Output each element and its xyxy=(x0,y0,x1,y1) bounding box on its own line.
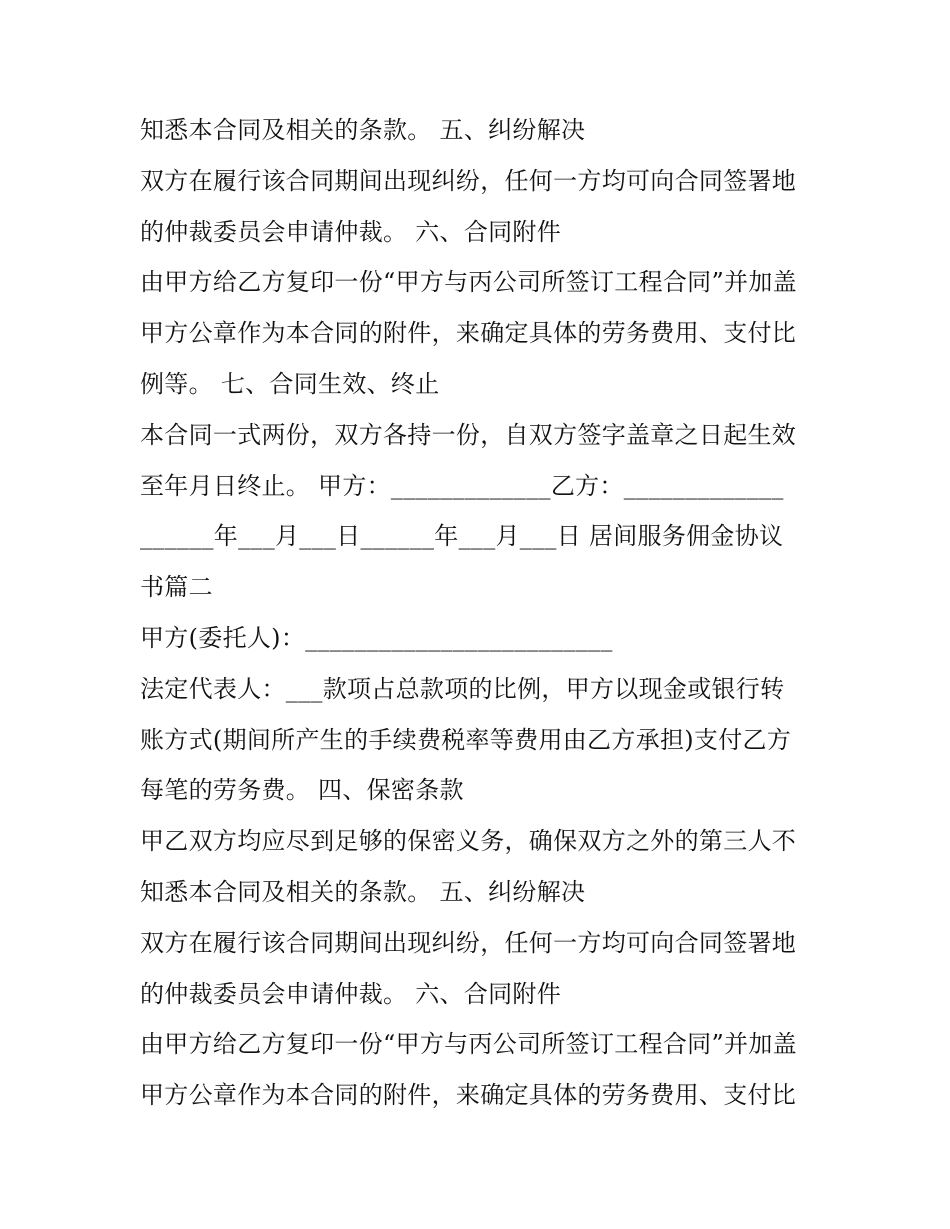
text-line: ______年___月___日______年___月___日 居间服务佣金协议 xyxy=(140,522,784,551)
text-line: 知悉本合同及相关的条款。 五、纠纷解决 xyxy=(140,116,586,144)
text-line: 双方在履行该合同期间出现纠纷，任何一方均可向合同签署地 xyxy=(140,166,797,195)
text-line: 甲方(委托人)：_________________________ xyxy=(140,623,613,652)
text-line: 双方在履行该合同期间出现纠纷，任何一方均可向合同签署地 xyxy=(140,928,797,957)
text-line: 书篇二 xyxy=(140,573,213,602)
text-line: 甲乙双方均应尽到足够的保密义务，确保双方之外的第三人不 xyxy=(140,827,797,856)
text-line: 账方式(期间所产生的手续费税率等费用由乙方承担)支付乙方 xyxy=(140,725,792,754)
text-line: 每笔的劳务费。 四、保密条款 xyxy=(140,776,464,805)
text-line: 甲方公章作为本合同的附件，来确定具体的劳务费用、支付比 xyxy=(140,1081,797,1110)
document-body xyxy=(140,108,820,1124)
text-line: 法定代表人：___款项占总款项的比例，甲方以现金或银行转 xyxy=(140,674,785,703)
text-line: 由甲方给乙方复印一份“甲方与丙公司所签订工程合同”并加盖 xyxy=(140,1030,797,1059)
text-line: 甲方公章作为本合同的附件，来确定具体的劳务费用、支付比 xyxy=(140,319,797,348)
text-line: 例等。 七、合同生效、终止 xyxy=(140,369,440,398)
text-line: 至年月日终止。 甲方：_____________乙方：_____________ xyxy=(140,471,784,500)
text-line: 的仲裁委员会申请仲裁。 六、合同附件 xyxy=(140,979,562,1008)
text-line: 的仲裁委员会申请仲裁。 六、合同附件 xyxy=(140,217,562,246)
text-line: 知悉本合同及相关的条款。 五、纠纷解决 xyxy=(140,877,586,906)
text-line: 由甲方给乙方复印一份“甲方与丙公司所签订工程合同”并加盖 xyxy=(140,268,797,297)
text-line: 本合同一式两份，双方各持一份，自双方签字盖章之日起生效 xyxy=(140,420,797,449)
